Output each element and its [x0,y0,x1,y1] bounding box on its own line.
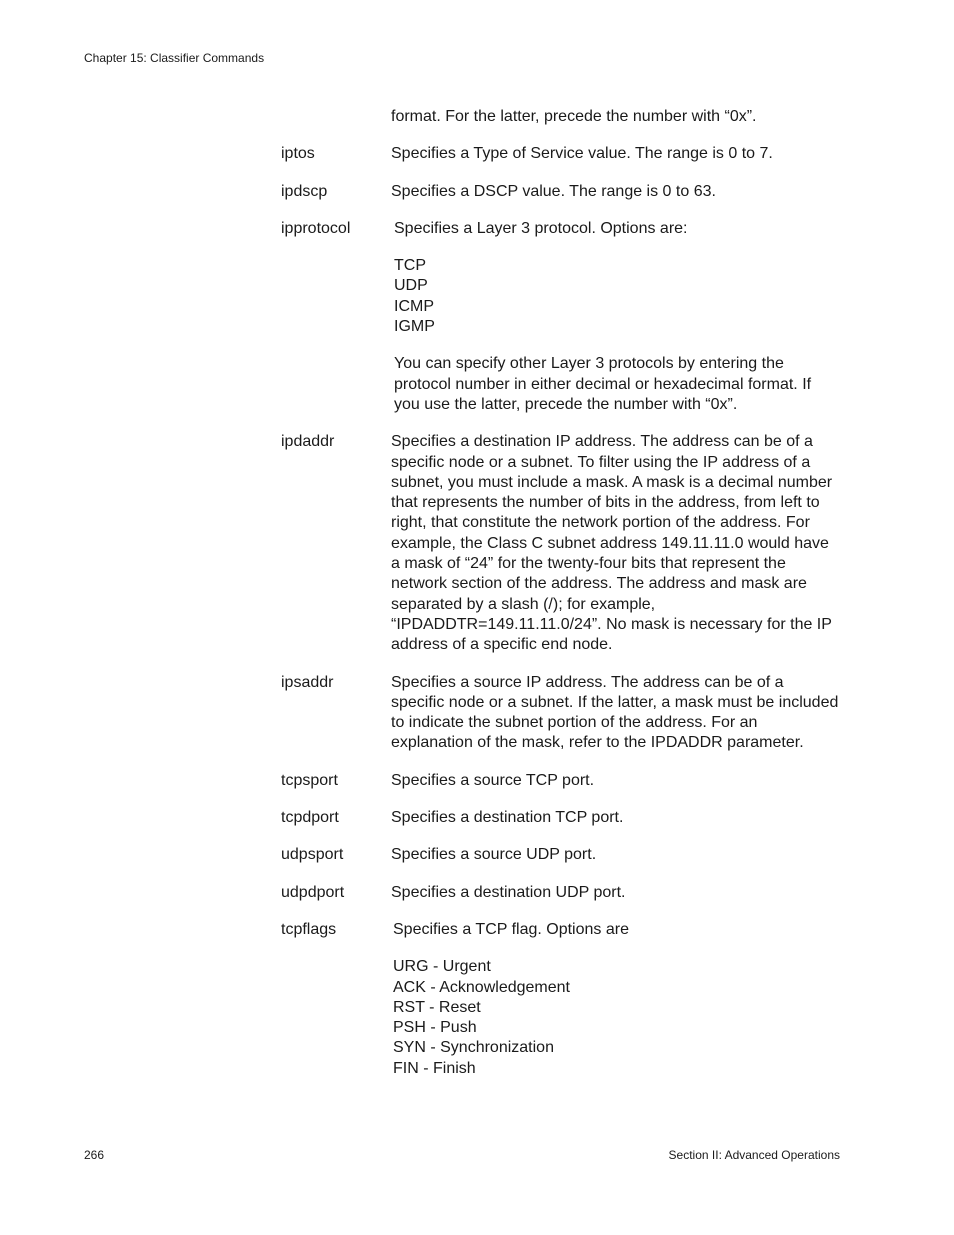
param-row-tcpsport [281,771,841,791]
param-term: ipsaddr [281,673,334,691]
param-description [391,673,841,754]
param-intro: Specifies a TCP flag. Options are [393,920,629,938]
option-list [394,256,841,337]
param-row-tcpflags [281,920,841,1079]
param-paragraph: Specifies a Type of Service value. The range is 0 to 7. [391,145,773,163]
param-term: ipprotocol [281,219,351,237]
param-note: You can specify other Layer 3 protocols by entering the protocol number in either decimal or hexadecimal format. If you use the latter, precede the number with “0x”. [394,355,812,413]
param-term: tcpsport [281,771,338,789]
page-number: 266 [84,1148,105,1162]
continuation-text: format. For the latter, precede the number with “0x”. [391,108,757,125]
param-term: tcpflags [281,920,337,938]
param-term: ipdscp [281,182,328,200]
option-item: FIN - Finish [393,1059,476,1077]
param-row-tcpdport [281,808,841,828]
param-term: udpsport [281,846,344,864]
param-row-udpdport [281,883,841,903]
parameter-list [281,107,841,1096]
param-row-iptos [281,144,841,164]
param-paragraph: Specifies a DSCP value. The range is 0 to 63. [391,182,716,200]
param-paragraph: Specifies a destination TCP port. [391,809,624,827]
param-description [391,219,841,415]
option-item: PSH - Push [393,1019,477,1037]
option-item: ICMP [394,297,434,315]
param-description [391,920,841,1079]
param-description [391,144,841,164]
param-term: udpdport [281,883,345,901]
param-term: tcpdport [281,809,339,827]
param-description [391,771,841,791]
param-paragraph: Specifies a source TCP port. [391,771,595,789]
param-row-ipdscp [281,182,841,202]
param-description [391,883,841,903]
param-paragraph: Specifies a destination IP address. The address can be of a specific node or a subnet. To filter using the IP address of a subnet, you must include a mask. A mask is a decimal number that represents the number of bits in the address, from left to right, that constitute the network portion of the address. For example, the Class C subnet address 149.11.11.0 would have a mask of “24” for the twenty-four bits that represent the network section of the address. The address and mask are separated by a slash (/); for example, “IPDADDTR=149.11.11.0/24”. No mask is necessary for the IP address of a specific end node. [391,433,833,654]
option-item: TCP [394,257,426,275]
param-description [391,182,841,202]
param-description [391,432,841,655]
option-item: SYN - Synchronization [393,1039,554,1057]
option-item: IGMP [394,318,435,336]
option-item: URG - Urgent [393,958,491,976]
option-item: UDP [394,277,428,295]
option-list [393,957,841,1079]
param-term: ipdaddr [281,433,335,451]
param-paragraph: Specifies a source IP address. The address can be of a specific node or a subnet. If the latter, a mask must be included to indicate the subnet portion of the address. For an explanation of the mask, refer to the IPDADDR parameter. [391,673,839,752]
param-row-ipdaddr [281,432,841,655]
param-term: iptos [281,145,315,163]
param-paragraph: Specifies a destination UDP port. [391,883,626,901]
running-header: Chapter 15: Classifier Commands [84,51,265,65]
param-row-udpsport [281,845,841,865]
param-row-ipsaddr [281,673,841,754]
param-description [391,845,841,865]
option-item: ACK - Acknowledgement [393,978,570,996]
param-paragraph: Specifies a source UDP port. [391,846,597,864]
param-description [391,808,841,828]
param-row-ipprotocol [281,219,841,415]
section-title: Section II: Advanced Operations [668,1148,840,1162]
param-intro: Specifies a Layer 3 protocol. Options are: [394,219,688,237]
option-item: RST - Reset [393,998,481,1016]
continuation-row [281,107,841,127]
